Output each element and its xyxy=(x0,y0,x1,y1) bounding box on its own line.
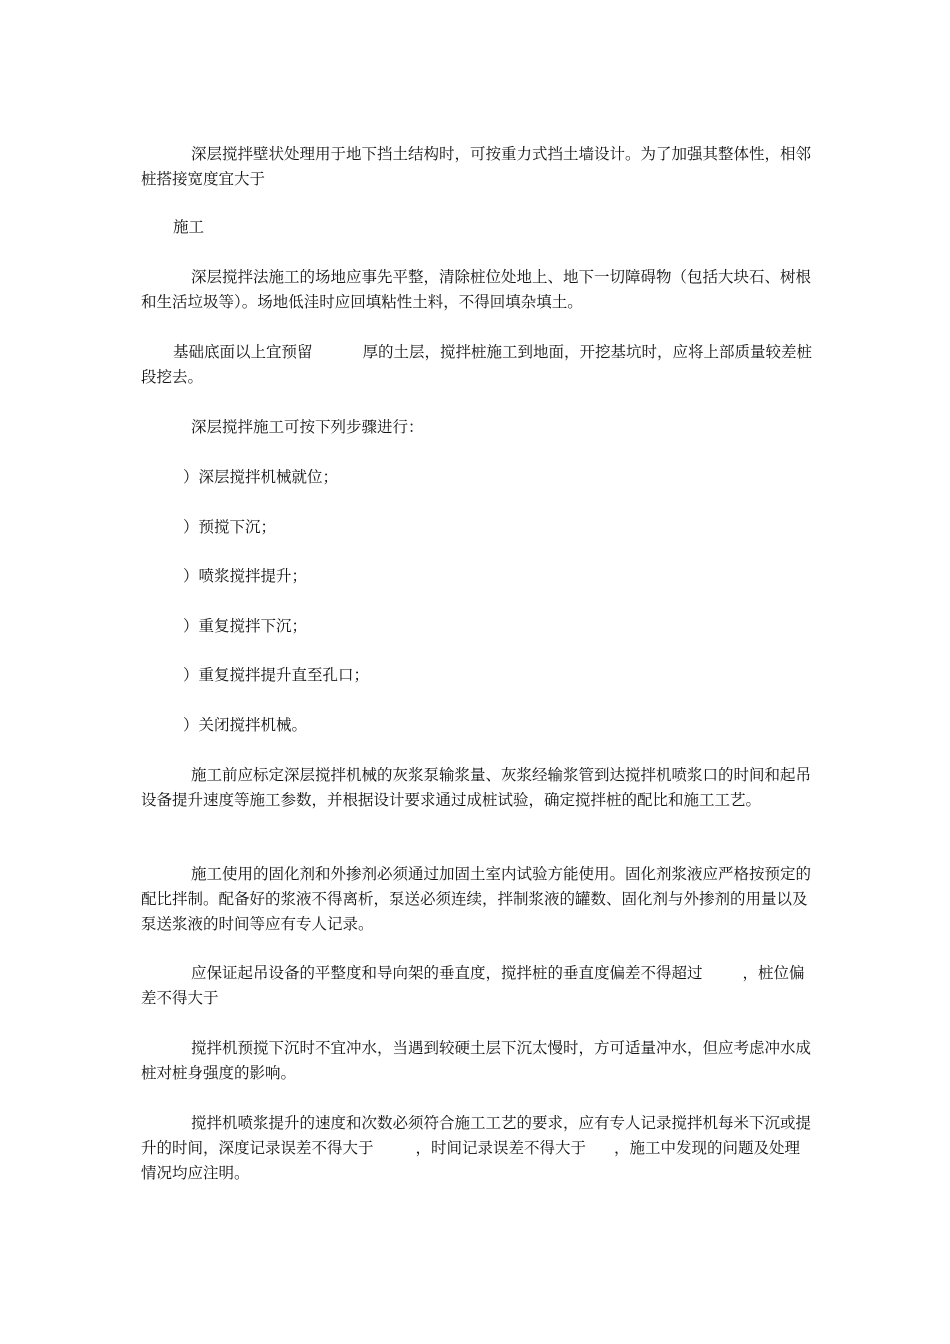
recording-text-start: 搅拌机喷浆提升的速度和次数必须符合施工工艺的要求，应有专人记录搅拌机每米下沉或提升的时间，深度记录误差不得大于 xyxy=(141,1114,812,1157)
recording-text-end: ，施工中发现的问题及处理情况均应注明。 xyxy=(141,1139,801,1182)
step-item-2: ）预搅下沉； xyxy=(183,518,277,536)
verticality-text-start: 应保证起吊设备的平整度和导向架的垂直度，搅拌桩的垂直度偏差不得超过 xyxy=(191,964,703,982)
paragraph-site-preparation: 深层搅拌法施工的场地应事先平整，清除桩位处地上、地下一切障碍物（包括大块石、树根和生活垃圾等）。场地低洼时应回填粘性土料，不得回填杂填土。 xyxy=(141,268,812,311)
paragraph-water-flushing: 搅拌机预搅下沉时不宜冲水，当遇到较硬土层下沉太慢时，方可适量冲水，但应考虑冲水成桩对桩身强度的影响。 xyxy=(141,1039,812,1082)
step-item-5: ）重复搅拌提升直至孔口； xyxy=(183,666,370,684)
reserved-soil-text-end: 厚的土层，搅拌桩施工到地面，开挖基坑时，应将上部质量较差桩段挖去。 xyxy=(141,343,813,386)
step-item-1: ）深层搅拌机械就位； xyxy=(183,468,339,486)
step-item-3: ）喷浆搅拌提升； xyxy=(183,567,308,585)
paragraph-wall-design: 深层搅拌壁状处理用于地下挡土结构时，可按重力式挡土墙设计。为了加强其整体性，相邻桩搭接宽度宜大于 xyxy=(141,145,812,188)
reserved-soil-text-start: 基础底面以上宜预留 xyxy=(173,343,313,361)
step-item-6: ）关闭搅拌机械。 xyxy=(183,716,308,734)
step-item-4: ）重复搅拌下沉； xyxy=(183,617,308,635)
verticality-text-end: ，桩位偏差不得大于 xyxy=(141,964,805,1007)
paragraph-curing-agent: 施工使用的固化剂和外掺剂必须通过加固土室内试验方能使用。固化剂浆液应严格按预定的配比拌制。配备好的浆液不得离析，泵送必须连续，拌制浆液的罐数、固化剂与外掺剂的用量以及泵送浆液的时间等应有专人记录。 xyxy=(141,865,812,933)
paragraph-calibration: 施工前应标定深层搅拌机械的灰浆泵输浆量、灰浆经输浆管到达搅拌机喷浆口的时间和起吊设备提升速度等施工参数，并根据设计要求通过成桩试验，确定搅拌桩的配比和施工工艺。 xyxy=(141,766,812,809)
paragraph-recording xyxy=(141,1111,813,1186)
paragraph-reserved-soil xyxy=(141,340,813,390)
recording-text-middle: ，时间记录误差不得大于 xyxy=(415,1139,587,1157)
paragraph-verticality xyxy=(141,961,813,1011)
section-heading-construction: 施工 xyxy=(173,218,205,236)
paragraph-steps-intro: 深层搅拌施工可按下列步骤进行： xyxy=(191,418,424,436)
